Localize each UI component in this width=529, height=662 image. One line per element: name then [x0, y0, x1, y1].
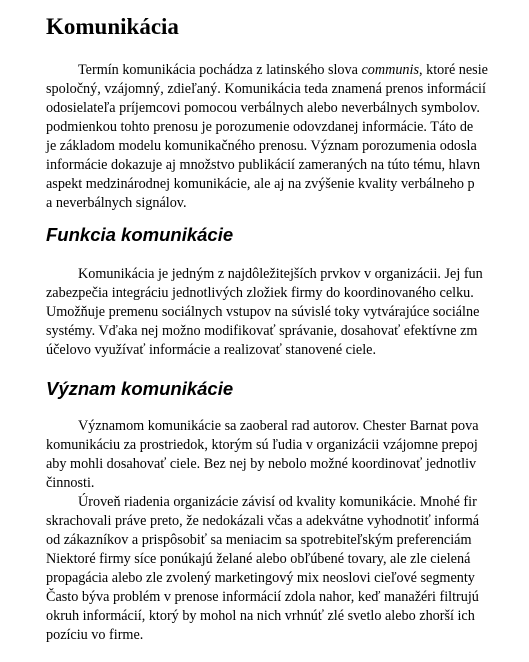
text-line: odosielateľa príjemcovi pomocou verbálnych alebo neverbálnych symbolov.	[46, 100, 480, 116]
text-line: Často býva problém v prenose informácií zdola nahor, keď manažéri filtrujú	[46, 589, 479, 605]
text-line: účelovo využívať informácie a realizovať stanovené ciele.	[46, 342, 377, 358]
text-line: komunikáciu za prostriedok, ktorým sú ľudia v organizácii vzájomne prepoj	[46, 437, 478, 453]
section-heading: Význam komunikácie	[46, 378, 234, 399]
text-line: a neverbálnych signálov.	[46, 195, 187, 211]
text-line: Niektoré firmy síce ponúkajú želané alebo obľúbené tovary, ale zle cielená	[46, 551, 471, 567]
text-line: systémy. Vďaka nej možno modifikovať správanie, dosahovať efektívne zm	[46, 323, 478, 339]
text-line: od zákazníkov a prispôsobiť sa meniacim sa spotrebiteľským preferenciám	[46, 532, 472, 548]
text-line: aby mohli dosahovať ciele. Bez nej by nebolo možné koordinovať jednotliv	[46, 456, 477, 472]
text-line: Významom komunikácie sa zaoberal rad autorov. Chester Barnat pova	[78, 418, 479, 434]
text-line: okruh informácií, ktorý by mohol na nich vrhnúť zlé svetlo alebo zhorší ich	[46, 608, 475, 624]
text-line: Komunikácia je jedným z najdôležitejších prvkov v organizácii. Jej fun	[78, 266, 483, 282]
text-line: propagácia alebo zle zvolený marketingový mix neoslovi cieľové segmenty	[46, 570, 475, 586]
text-line: podmienkou tohto prenosu je porozumenie odovzdanej informácie. Táto de	[46, 119, 474, 135]
text-line: aspekt medzinárodnej komunikácie, ale aj na zvýšenie kvality verbálneho p	[46, 176, 475, 192]
text-line: Úroveň riadenia organizácie závisí od kvality komunikácie. Mnohé fir	[78, 494, 477, 510]
text-line: skrachovali práve preto, že nedokázali včas a adekvátne vyhodnotiť informá	[46, 513, 480, 529]
page-title: Komunikácia	[46, 14, 179, 39]
text-line: zabezpečia integráciu jednotlivých zložiek firmy do koordinovaného celku.	[46, 285, 474, 301]
text-line: činnosti.	[46, 475, 95, 491]
text-line: pozíciu vo firme.	[46, 627, 144, 643]
text-line: informácie dokazuje aj množstvo publikácií zameraných na túto tému, hlavn	[46, 157, 481, 173]
latin-term: communis	[361, 62, 419, 78]
text-line: je základom modelu komunikačného prenosu. Význam porozumenia odosla	[46, 138, 477, 154]
text-line: Termín komunikácia pochádza z latinského slova communis, ktoré nesie	[78, 62, 488, 78]
text-line: Umožňuje premenu sociálnych vstupov na súvislé toky vytvárajúce sociálne	[46, 304, 480, 320]
text-line: spoločný, vzájomný, zdieľaný. Komunikácia teda znamená prenos informácií	[46, 81, 486, 97]
section-heading: Funkcia komunikácie	[46, 224, 234, 245]
